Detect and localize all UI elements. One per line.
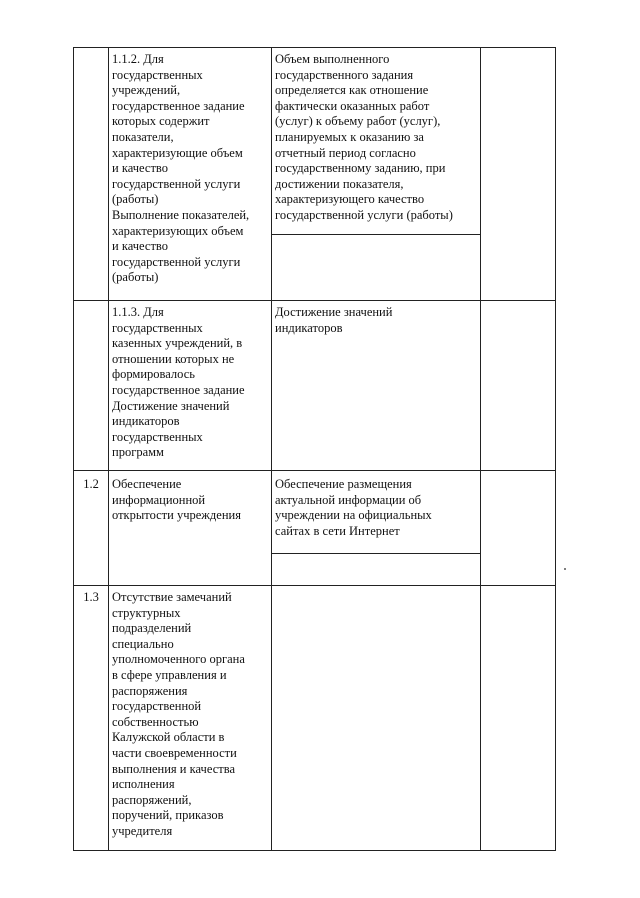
criterion-text: 1.1.3. Для государственных казенных учреждений, в отношении которых не формировалось государственное задание Достижение значений индикаторов государственных программ bbox=[112, 305, 245, 460]
table-border-bottom bbox=[73, 850, 556, 851]
subcell-divider bbox=[271, 234, 480, 235]
column-divider bbox=[271, 47, 272, 851]
scan-speck bbox=[564, 568, 566, 570]
criterion-text: Обеспечение информационной открытости учреждения bbox=[112, 477, 241, 523]
table-border-right bbox=[555, 47, 556, 851]
subcell-divider bbox=[271, 553, 480, 554]
column-divider bbox=[480, 47, 481, 851]
indicator-text: Объем выполненного государственного задания определяется как отношение фактически оказанных работ (услуг) к объему работ (услуг), планируемых к оказанию за отчетный период согласно государственному заданию, при достижении показателя, характеризующего качество государственной услуги (работы) bbox=[275, 52, 453, 222]
table-border-left bbox=[73, 47, 74, 851]
row-divider bbox=[73, 585, 556, 586]
row-number: 1.3 bbox=[83, 590, 99, 604]
table-border-top bbox=[73, 47, 556, 48]
indicator-text: Обеспечение размещения актуальной информации об учреждении на официальных сайтах в сети Интернет bbox=[275, 477, 432, 538]
row-divider bbox=[73, 300, 556, 301]
column-divider bbox=[108, 47, 109, 851]
row-number: 1.2 bbox=[83, 477, 99, 491]
row-divider bbox=[73, 470, 556, 471]
criterion-text: 1.1.2. Для государственных учреждений, государственное задание которых содержит показатели, характеризующие объем и качество государственной услуги (работы) Выполнение показателей, характеризующих объем и качество государственной услуги (работы) bbox=[112, 52, 250, 285]
indicator-text: Достижение значений индикаторов bbox=[275, 305, 393, 335]
criterion-text: Отсутствие замечаний структурных подразделений специально уполномоченного органа в сфере управления и распоряжения государственной собственностью Калужской области в части своевременности выполнения и качества исполнения распоряжений, поручений, приказов учредителя bbox=[112, 590, 245, 838]
